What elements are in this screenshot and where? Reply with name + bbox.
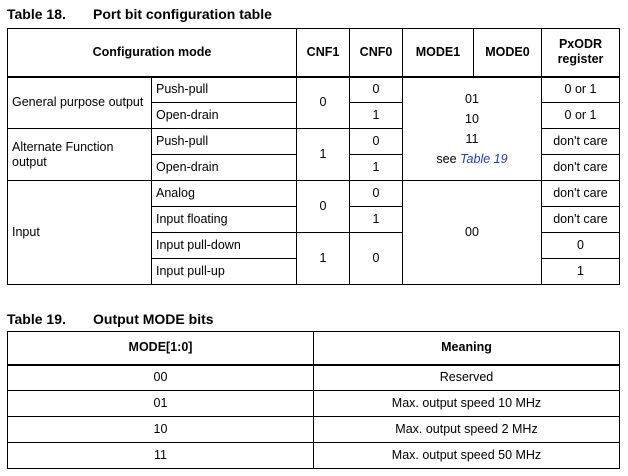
cnf1-cell: 1 — [297, 233, 350, 285]
submode-cell: Analog — [152, 181, 297, 207]
pxodr-cell: don't care — [542, 129, 620, 155]
pxodr-cell: don't care — [542, 155, 620, 181]
mode-input-cell: 00 — [403, 181, 542, 285]
submode-cell: Push-pull — [152, 129, 297, 155]
table18-caption-title: Port bit configuration table — [93, 6, 272, 22]
cnf0-cell: 0 — [350, 181, 403, 207]
table19-caption — [7, 311, 214, 327]
table-row — [8, 417, 620, 443]
meaning-cell: Max. output speed 10 MHz — [314, 391, 620, 417]
cnf0-cell: 0 — [350, 77, 403, 103]
cnf1-cell: 0 — [297, 181, 350, 233]
group-input: Input — [8, 181, 152, 285]
mode-see-text: see — [436, 151, 461, 166]
table19-link[interactable]: Table 19 — [460, 151, 508, 166]
table18-caption-number: Table 18. — [7, 6, 66, 22]
mode-value: 11 — [465, 131, 479, 146]
header-mode-bits: MODE[1:0] — [8, 332, 314, 365]
meaning-cell: Max. output speed 50 MHz — [314, 443, 620, 469]
table-row — [8, 391, 620, 417]
mode-value: 10 — [465, 111, 479, 126]
cnf1-cell: 0 — [297, 77, 350, 129]
group-general-purpose-output: General purpose output — [8, 77, 152, 129]
header-configuration-mode: Configuration mode — [8, 29, 297, 77]
submode-cell: Input floating — [152, 207, 297, 233]
table19-caption-number: Table 19. — [7, 311, 66, 327]
header-pxodr-register: PxODR register — [542, 29, 620, 77]
cnf0-cell: 1 — [350, 103, 403, 129]
header-mode1: MODE1 — [403, 29, 474, 77]
port-bit-configuration-table — [7, 28, 620, 285]
mode-bits-cell: 11 — [8, 443, 314, 469]
header-meaning: Meaning — [314, 332, 620, 365]
table-row — [8, 443, 620, 469]
cnf0-cell: 1 — [350, 155, 403, 181]
table18-header-row — [8, 29, 620, 77]
output-mode-bits-table — [7, 331, 620, 469]
group-alternate-function-output: Alternate Function output — [8, 129, 152, 181]
cnf0-cell: 1 — [350, 207, 403, 233]
pxodr-cell: 0 or 1 — [542, 103, 620, 129]
submode-cell: Input pull-down — [152, 233, 297, 259]
header-cnf0: CNF0 — [350, 29, 403, 77]
mode-see-note — [407, 149, 537, 169]
pxodr-cell: don't care — [542, 207, 620, 233]
mode-bits-cell: 10 — [8, 417, 314, 443]
pxodr-cell: 0 — [542, 233, 620, 259]
meaning-cell: Max. output speed 2 MHz — [314, 417, 620, 443]
table18-caption — [7, 6, 272, 22]
table19-caption-title: Output MODE bits — [93, 311, 214, 327]
table19-header-row — [8, 332, 620, 365]
cnf1-cell: 1 — [297, 129, 350, 181]
submode-cell: Open-drain — [152, 155, 297, 181]
mode-output-cell — [403, 77, 542, 181]
mode-value: 01 — [465, 91, 479, 106]
cnf0-cell: 0 — [350, 233, 403, 285]
pxodr-cell: 1 — [542, 259, 620, 285]
meaning-cell: Reserved — [314, 365, 620, 391]
submode-cell: Push-pull — [152, 77, 297, 103]
pxodr-cell: 0 or 1 — [542, 77, 620, 103]
mode-bits-cell: 00 — [8, 365, 314, 391]
submode-cell: Input pull-up — [152, 259, 297, 285]
header-mode0: MODE0 — [474, 29, 542, 77]
cnf0-cell: 0 — [350, 129, 403, 155]
pxodr-cell: don't care — [542, 181, 620, 207]
table-row — [8, 77, 620, 103]
mode-bits-cell: 01 — [8, 391, 314, 417]
table-row — [8, 181, 620, 207]
submode-cell: Open-drain — [152, 103, 297, 129]
header-cnf1: CNF1 — [297, 29, 350, 77]
table-row — [8, 365, 620, 391]
